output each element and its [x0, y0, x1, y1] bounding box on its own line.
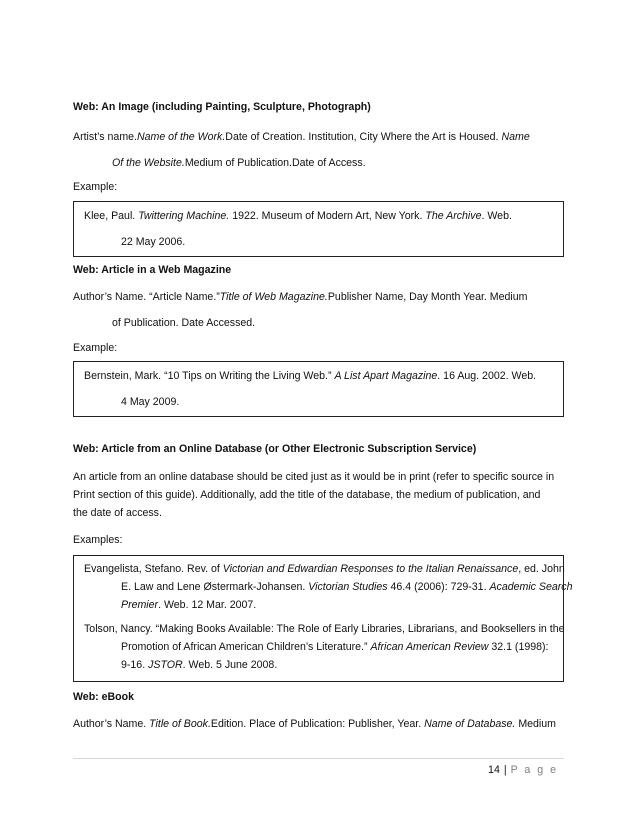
image-format-line-1: Artist’s name.Name of the Work.Date of Creation. Institution, City Where the Art is Housed. Name — [73, 131, 530, 143]
page-footer — [488, 763, 558, 777]
database-example-2-line-1: Tolson, Nancy. “Making Books Available: The Role of Early Libraries, Librarians, and Booksellers in the — [84, 623, 565, 635]
database-para-line-3: the date of access. — [73, 507, 162, 519]
image-example-line-2: 22 May 2006. — [121, 236, 186, 248]
image-example-line-1: Klee, Paul. Twittering Machine. 1922. Museum of Modern Art, New York. The Archive. Web. — [84, 210, 512, 222]
example-label: Example: — [73, 181, 118, 193]
database-para-line-1: An article from an online database should be cited just as it would be in print (refer to specific source in — [73, 471, 555, 483]
ebook-format-line-1: Author’s Name. Title of Book.Edition. Place of Publication: Publisher, Year. Name of Database. Medium — [73, 718, 556, 730]
database-example-1-line-2: E. Law and Lene Østermark-Johansen. Victorian Studies 46.4 (2006): 729-31. Academic Search — [121, 581, 573, 593]
footer-separator: | — [503, 764, 507, 776]
database-example-1-line-1: Evangelista, Stefano. Rev. of Victorian and Edwardian Responses to the Italian Renaissance, ed. John — [84, 563, 565, 575]
footer-divider — [73, 758, 564, 759]
example-label: Example: — [73, 342, 118, 354]
database-example-2-line-3: 9-16. JSTOR. Web. 5 June 2008. — [121, 659, 278, 671]
magazine-example-line-2: 4 May 2009. — [121, 396, 180, 408]
database-example-1-line-3: Premier. Web. 12 Mar. 2007. — [121, 599, 257, 611]
magazine-format-line-2: of Publication. Date Accessed. — [112, 317, 256, 329]
magazine-example-line-1: Bernstein, Mark. “10 Tips on Writing the Living Web.” A List Apart Magazine. 16 Aug. 2002. Web. — [84, 370, 537, 382]
image-example-box — [73, 201, 564, 257]
magazine-example-box — [73, 361, 564, 417]
magazine-format-line-1: Author’s Name. “Article Name.”Title of Web Magazine.Publisher Name, Day Month Year. Medium — [73, 291, 528, 303]
heading-image: Web: An Image (including Painting, Sculpture, Photograph) — [73, 101, 371, 113]
image-format-line-2: Of the Website.Medium of Publication.Date of Access. — [112, 157, 366, 169]
heading-ebook: Web: eBook — [73, 691, 135, 703]
database-example-2-line-2: Promotion of African American Children’s Literature.” African American Review 32.1 (1998): — [121, 641, 549, 653]
database-para-line-2: Print section of this guide). Additionally, add the title of the database, the medium of publication, and — [73, 489, 541, 501]
page-label: P a g e — [510, 764, 558, 776]
database-examples-box — [73, 555, 573, 682]
examples-label: Examples: — [73, 534, 123, 546]
heading-web-magazine: Web: Article in a Web Magazine — [73, 264, 232, 276]
page-number: 14 — [488, 764, 500, 776]
heading-online-database: Web: Article from an Online Database (or Other Electronic Subscription Service) — [73, 443, 477, 455]
